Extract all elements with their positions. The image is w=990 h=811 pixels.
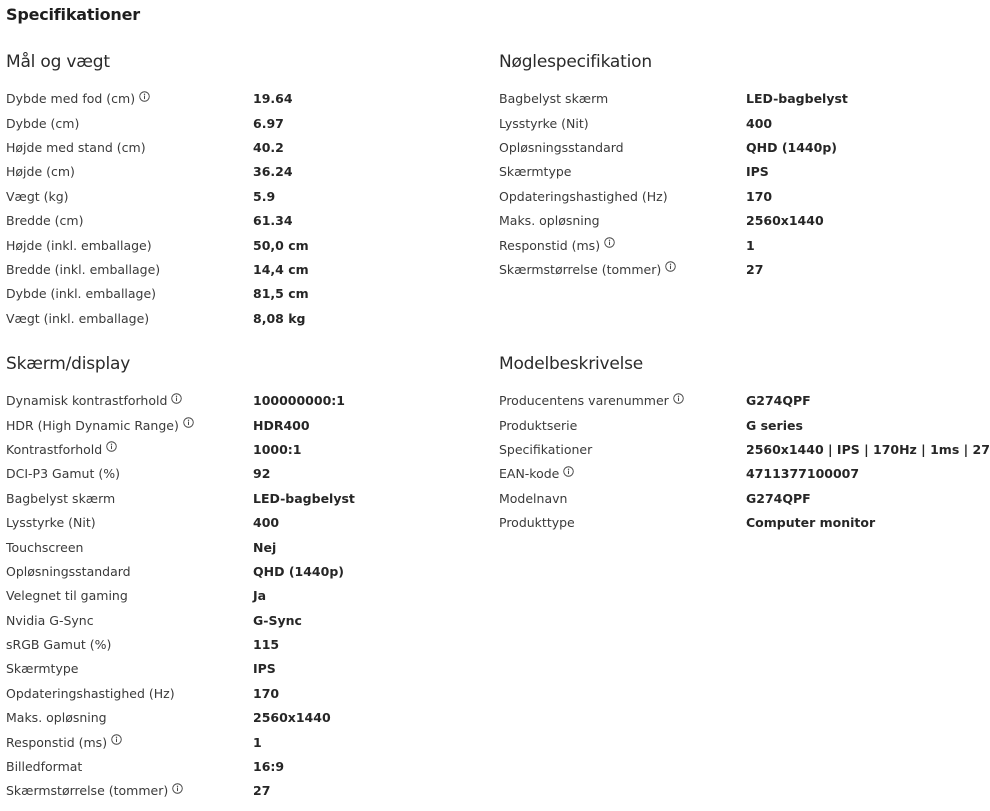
spec-label <box>6 587 253 605</box>
spec-row <box>6 111 476 135</box>
spec-value: 6.97 <box>253 115 284 131</box>
spec-label <box>6 563 253 581</box>
spec-label <box>6 685 253 703</box>
spec-label <box>499 115 746 133</box>
spec-value: LED-bagbelyst <box>746 91 848 107</box>
spec-label <box>499 188 746 206</box>
spec-value: 1 <box>746 237 755 253</box>
spec-row <box>6 136 476 160</box>
spec-label <box>499 441 746 459</box>
spec-label <box>6 465 253 483</box>
spec-label-text: EAN-kode <box>499 466 560 482</box>
spec-label <box>499 212 746 230</box>
spec-row <box>6 282 476 306</box>
spec-label <box>499 514 746 532</box>
spec-row <box>499 487 954 511</box>
spec-value: LED-bagbelyst <box>253 490 355 506</box>
spec-value: 50,0 cm <box>253 237 309 253</box>
spec-row <box>6 307 476 331</box>
spec-row <box>6 730 476 754</box>
spec-label-text: Opløsningsstandard <box>6 563 131 579</box>
spec-label <box>6 115 253 133</box>
spec-value: G274QPF <box>746 393 811 409</box>
spec-list-key-spec <box>499 87 954 282</box>
spec-row <box>6 657 476 681</box>
spec-value: 92 <box>253 466 271 482</box>
spec-value: Nej <box>253 539 277 555</box>
spec-label-text: Højde (inkl. emballage) <box>6 237 152 253</box>
spec-value: IPS <box>253 661 276 677</box>
spec-label <box>499 261 746 279</box>
spec-label <box>6 237 253 255</box>
spec-row <box>499 413 954 437</box>
spec-label <box>6 212 253 230</box>
spec-label-text: Lysstyrke (Nit) <box>499 115 589 131</box>
spec-row <box>6 389 476 413</box>
spec-value: IPS <box>746 164 769 180</box>
section-title-model: Modelbeskrivelse <box>499 354 644 374</box>
spec-value: 8,08 kg <box>253 310 306 326</box>
spec-label <box>6 758 253 776</box>
spec-label-text: Lysstyrke (Nit) <box>6 515 96 531</box>
spec-row <box>6 779 476 803</box>
spec-row <box>6 462 476 486</box>
spec-label-text: Produkttype <box>499 515 575 531</box>
spec-label <box>499 139 746 157</box>
spec-row <box>6 511 476 535</box>
spec-row <box>499 87 954 111</box>
spec-row <box>6 487 476 511</box>
spec-label-text: Responstid (ms) <box>499 237 601 253</box>
spec-row <box>499 258 954 282</box>
spec-row <box>6 413 476 437</box>
spec-value: 400 <box>253 515 280 531</box>
spec-value: QHD (1440p) <box>746 139 837 155</box>
spec-label-text: Maks. opløsning <box>499 213 600 229</box>
spec-value: 81,5 cm <box>253 286 309 302</box>
spec-value: QHD (1440p) <box>253 563 344 579</box>
spec-label <box>6 261 253 279</box>
spec-label <box>6 734 253 752</box>
spec-label-text: Vægt (inkl. emballage) <box>6 310 150 326</box>
spec-label <box>499 90 746 108</box>
info-icon[interactable] <box>111 734 122 745</box>
spec-row <box>499 438 990 462</box>
spec-label <box>499 417 746 435</box>
spec-label <box>6 285 253 303</box>
spec-label <box>499 465 746 483</box>
spec-label-text: Billedformat <box>6 759 83 775</box>
spec-label-text: Skærmtype <box>499 164 572 180</box>
info-icon[interactable] <box>172 783 183 794</box>
info-icon[interactable] <box>604 237 615 248</box>
spec-value: 1000:1 <box>253 441 302 457</box>
spec-label <box>499 237 746 255</box>
spec-value: HDR400 <box>253 417 310 433</box>
spec-value: 100000000:1 <box>253 393 345 409</box>
info-icon[interactable] <box>673 393 684 404</box>
info-icon[interactable] <box>183 417 194 428</box>
spec-row <box>6 633 476 657</box>
section-display <box>6 352 476 804</box>
spec-value: G series <box>746 417 803 433</box>
spec-label <box>6 417 253 435</box>
section-title-key-spec: Nøglespecifikation <box>499 52 652 72</box>
spec-label-text: Skærmstørrelse (tommer) <box>6 783 169 799</box>
spec-label <box>499 392 746 410</box>
spec-value: 2560x1440 <box>253 710 331 726</box>
spec-label <box>6 163 253 181</box>
spec-value: 36.24 <box>253 164 293 180</box>
spec-label-text: Kontrastforhold <box>6 441 103 457</box>
spec-value: 40.2 <box>253 139 284 155</box>
spec-value: 5.9 <box>253 188 276 204</box>
spec-label <box>6 310 253 328</box>
spec-value: 2560x1440 <box>746 213 824 229</box>
section-title-dimensions: Mål og vægt <box>6 52 110 72</box>
spec-value: 2560x1440 | IPS | 170Hz | 1ms | 27 <box>746 441 990 457</box>
section-title-display: Skærm/display <box>6 354 131 374</box>
section-key-spec <box>499 50 954 282</box>
spec-value: 27 <box>746 261 764 277</box>
spec-label <box>6 139 253 157</box>
spec-row <box>6 160 476 184</box>
spec-value: 400 <box>746 115 773 131</box>
spec-value: 61.34 <box>253 213 293 229</box>
spec-label-text: Dybde (inkl. emballage) <box>6 286 157 302</box>
spec-label-text: DCI-P3 Gamut (%) <box>6 466 120 482</box>
spec-label-text: Maks. opløsning <box>6 710 107 726</box>
spec-row <box>6 682 476 706</box>
spec-row <box>499 511 954 535</box>
spec-label <box>499 163 746 181</box>
spec-value: 19.64 <box>253 91 293 107</box>
spec-list-dimensions <box>6 87 476 331</box>
spec-row <box>499 160 954 184</box>
spec-row <box>499 136 954 160</box>
info-icon[interactable] <box>665 261 676 272</box>
info-icon[interactable] <box>171 393 182 404</box>
spec-label-text: Bagbelyst skærm <box>6 490 116 506</box>
spec-label-text: Produktserie <box>499 417 578 433</box>
spec-row <box>6 755 476 779</box>
spec-row <box>6 209 476 233</box>
spec-row <box>499 185 954 209</box>
spec-label <box>6 188 253 206</box>
spec-label-text: Velegnet til gaming <box>6 588 128 604</box>
spec-label <box>499 490 746 508</box>
spec-label-text: sRGB Gamut (%) <box>6 637 112 653</box>
spec-value: 170 <box>253 685 280 701</box>
spec-row <box>6 584 476 608</box>
spec-label <box>6 709 253 727</box>
spec-value: G274QPF <box>746 490 811 506</box>
spec-label-text: Modelnavn <box>499 490 568 506</box>
spec-label-text: Bagbelyst skærm <box>499 91 609 107</box>
spec-label <box>6 636 253 654</box>
spec-label-text: Producentens varenummer <box>499 393 669 409</box>
info-icon[interactable] <box>563 466 574 477</box>
spec-row <box>499 233 954 257</box>
spec-label-text: Dybde (cm) <box>6 115 80 131</box>
spec-label-text: Bredde (inkl. emballage) <box>6 261 161 277</box>
spec-value: 4711377100007 <box>746 466 860 482</box>
spec-label-text: Opløsningsstandard <box>499 139 624 155</box>
spec-label-text: HDR (High Dynamic Range) <box>6 417 179 433</box>
spec-label <box>6 90 253 108</box>
spec-value: 115 <box>253 637 280 653</box>
spec-label <box>6 612 253 630</box>
spec-label-text: Specifikationer <box>499 441 593 457</box>
spec-value: 27 <box>253 783 271 799</box>
spec-label-text: Skærmtype <box>6 661 79 677</box>
spec-row <box>6 560 476 584</box>
spec-row <box>6 185 476 209</box>
spec-label <box>6 392 253 410</box>
spec-list-display <box>6 389 476 804</box>
info-icon[interactable] <box>139 91 150 102</box>
spec-label-text: Dynamisk kontrastforhold <box>6 393 168 409</box>
info-icon[interactable] <box>106 441 117 452</box>
spec-row <box>499 462 954 486</box>
spec-label-text: Opdateringshastighed (Hz) <box>499 188 668 204</box>
spec-label-text: Dybde med fod (cm) <box>6 91 136 107</box>
spec-row <box>499 111 954 135</box>
spec-label-text: Responstid (ms) <box>6 734 108 750</box>
spec-label-text: Højde (cm) <box>6 164 75 180</box>
spec-label <box>6 782 253 800</box>
spec-label <box>6 514 253 532</box>
section-dimensions <box>6 50 476 331</box>
spec-row <box>6 233 476 257</box>
spec-label-text: Skærmstørrelse (tommer) <box>499 261 662 277</box>
spec-label <box>6 539 253 557</box>
spec-value: 14,4 cm <box>253 261 309 277</box>
spec-value: 16:9 <box>253 759 285 775</box>
spec-value: Computer monitor <box>746 515 876 531</box>
spec-row <box>6 438 476 462</box>
spec-label-text: Nvidia G-Sync <box>6 612 94 628</box>
spec-row <box>6 258 476 282</box>
spec-value: 170 <box>746 188 773 204</box>
spec-label-text: Vægt (kg) <box>6 188 69 204</box>
spec-label-text: Touchscreen <box>6 539 84 555</box>
spec-value: G-Sync <box>253 612 302 628</box>
spec-label-text: Bredde (cm) <box>6 213 84 229</box>
spec-row <box>499 209 954 233</box>
spec-value: Ja <box>253 588 267 604</box>
spec-row <box>499 389 954 413</box>
spec-list-model <box>499 389 990 535</box>
spec-row <box>6 535 476 559</box>
spec-row <box>6 706 476 730</box>
spec-label <box>6 490 253 508</box>
spec-value: 1 <box>253 734 262 750</box>
spec-label <box>6 441 253 459</box>
spec-row <box>6 87 476 111</box>
page-title: Specifikationer <box>6 5 140 24</box>
spec-label-text: Opdateringshastighed (Hz) <box>6 685 175 701</box>
section-model <box>499 352 990 535</box>
spec-label-text: Højde med stand (cm) <box>6 139 146 155</box>
spec-row <box>6 609 476 633</box>
spec-label <box>6 660 253 678</box>
